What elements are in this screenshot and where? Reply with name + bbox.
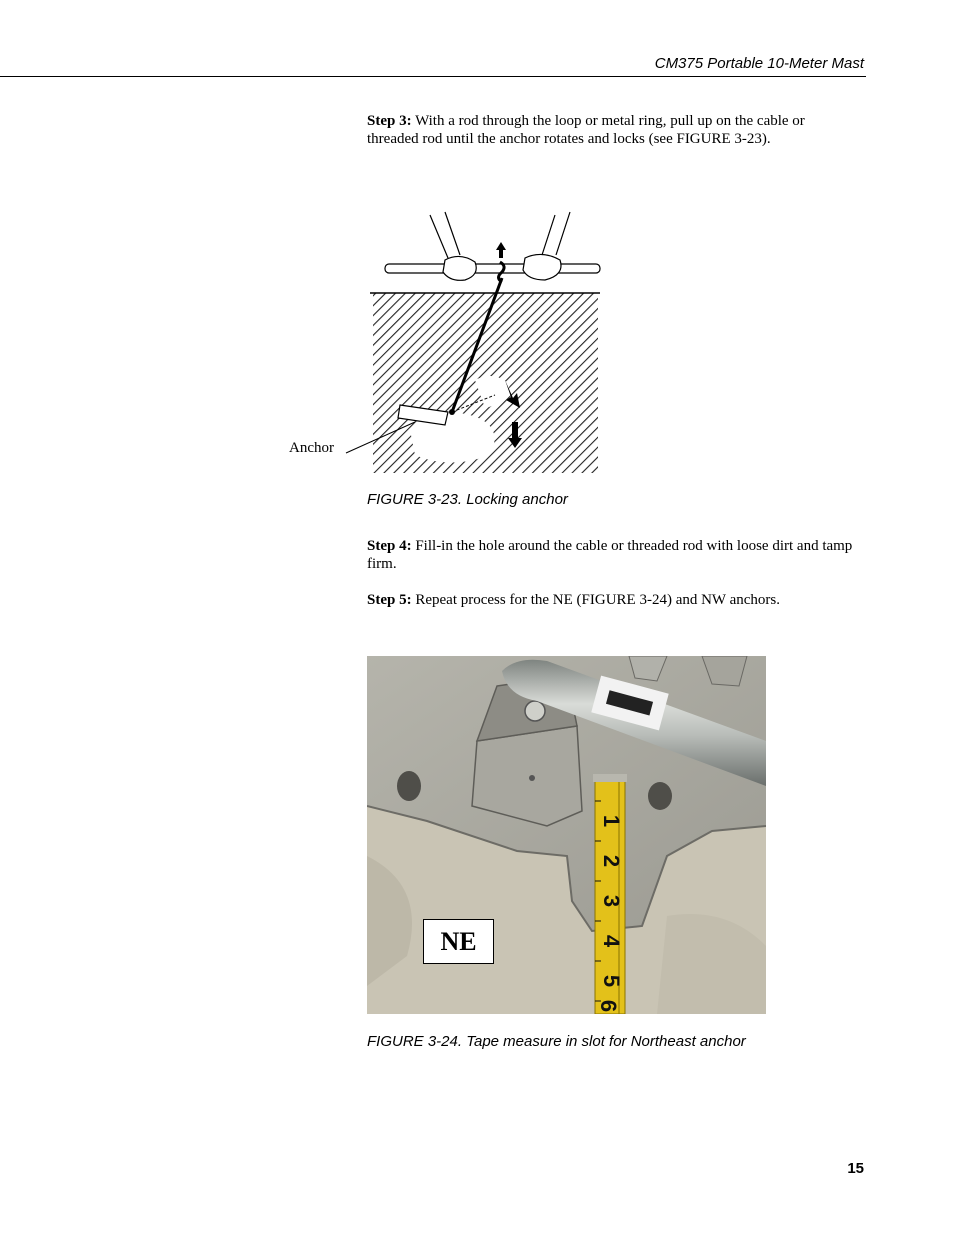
- locking-anchor-illustration: [280, 200, 620, 480]
- step-3-text: With a rod through the loop or metal ring, pull up on the cable or threaded rod until the anchor rotates and locks (see FIGURE 3-23).: [367, 113, 805, 147]
- step-5-text: Repeat process for the NE (FIGURE 3-24) and NW anchors.: [411, 592, 780, 608]
- step-4-text: Fill-in the hole around the cable or threaded rod with loose dirt and tamp firm.: [367, 538, 853, 572]
- step-3-label: Step 3:: [367, 113, 412, 129]
- figure-3-23-caption: FIGURE 3-23. Locking anchor: [367, 491, 568, 508]
- ne-label-box: NE: [423, 919, 494, 964]
- running-header: CM375 Portable 10-Meter Mast: [654, 55, 864, 72]
- tape-number-5: 5: [599, 974, 624, 988]
- tape-number-1: 1: [599, 814, 624, 828]
- tape-number-6: 6: [596, 999, 621, 1013]
- step-5-label: Step 5:: [367, 592, 412, 608]
- figure-3-24-caption: FIGURE 3-24. Tape measure in slot for Northeast anchor: [367, 1033, 746, 1050]
- tape-number-4: 4: [599, 934, 624, 948]
- step-3-paragraph: [367, 112, 857, 148]
- step-5-paragraph: [367, 591, 857, 609]
- tape-number-3: 3: [599, 894, 624, 908]
- step-4-paragraph: [367, 537, 857, 573]
- anchor-callout-label: Anchor: [289, 440, 334, 456]
- tape-number-2: 2: [599, 854, 624, 868]
- header-rule: [0, 76, 866, 77]
- page-number: 15: [847, 1160, 864, 1177]
- step-4-label: Step 4:: [367, 538, 412, 554]
